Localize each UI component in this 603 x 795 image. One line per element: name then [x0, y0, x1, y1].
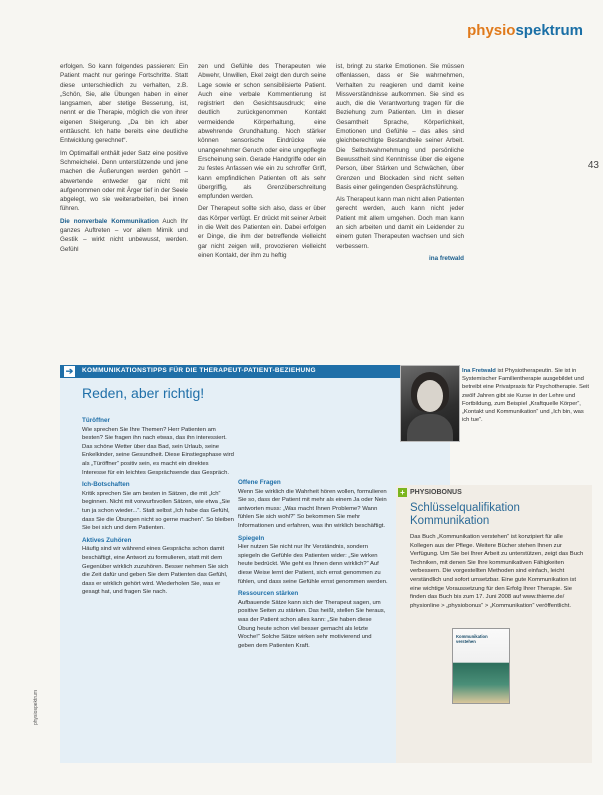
tips-column-right	[238, 475, 388, 652]
arrow-icon: ➔	[65, 366, 74, 376]
author-bio	[462, 367, 590, 424]
paragraph: Als Therapeut kann man nicht allen Patienten gerecht werden, auch kann nicht jeder Patient mit allem umgehen. Doch man kann an sich arbeiten und damit ein Leidender zu einem guten Therapeuten wachsen und sich verbessern.	[336, 196, 464, 250]
author-bio-text: ist Physiotherapeutin. Sie ist in Systemischer Familientherapie ausgebildet und betreibt eine Privatpraxis für Psychotherapie. Seit zwölf Jahren gibt sie Kurse in der Lehre und Fortbildung, zum Beispiel „Kraftquelle Körper“, „Kontakt und Kommunikation“ und „Ich bin, was ich tue“.	[462, 368, 589, 424]
tip-text: Aufbauende Sätze kann sich der Therapeut sagen, um positive Seiten zu stärken. Das heißt, stellen Sie heraus, was der Patient schon alles kann: „Sie haben diese Übung heute schon viel besser gemacht als letzte Woche!“ Solche Sätze wirken sehr motivierend und geben dem Patienten Kraft.	[238, 599, 386, 649]
tip-text: Wenn Sie wirklich die Wahrheit hören wollen, formulieren Sie so, dass der Patient mit mehr als einem Ja oder Nein antworten muss: „Was macht Ihnen Probleme? Wann fühlen Sie sich wohl?“ So bekommen Sie mehr Informationen und erfahren, was ihn wirklich beschäftigt.	[238, 488, 387, 529]
tips-header	[60, 365, 450, 378]
tip-heading: Spiegeln	[238, 534, 265, 542]
brand-part2: spektrum	[515, 22, 583, 39]
tips-column-left	[82, 413, 234, 599]
tips-subtitle: Reden, aber richtig!	[82, 385, 205, 401]
bonus-title: Schlüsselqualifikation Kommunikation	[410, 502, 520, 527]
book-title: Kommunikation verstehen	[456, 634, 488, 644]
subheading: Die nonverbale Kommunikation	[60, 217, 159, 225]
tip-heading: Türöffner	[82, 417, 110, 424]
paragraph: Der Therapeut sollte sich also, dass er über das Körper verfügt. Er drückt mit seiner Arbeit in die Welt des Patienten ein. Dabei erfolgen er Dinge, die ihm der betreffende vielleicht gar nicht zeigen will, provozieren vielleicht einen Kontakt, der ihm zu heftig	[198, 205, 326, 259]
tip-text: Häufig sind wir während eines Gesprächs schon damit beschäftigt, eine Antwort zu formulieren, statt mit dem Gegenüber wirklich zuzuhören. Besser nehmen Sie sich die Zeit dafür und geben Sie dem Patienten das Gefühl, dass er wirklich gehört wird. Wiederholen Sie, was er gesagt hat, und fragen Sie nach.	[82, 546, 229, 596]
bonus-tag-part2: BONUS	[436, 489, 462, 496]
author-photo	[400, 365, 460, 442]
tips-header-title: KOMMUNIKATIONSTIPPS FÜR DIE THERAPEUT-PATIENT-BEZIEHUNG	[82, 367, 316, 374]
tip-heading: Aktives Zuhören	[82, 536, 132, 544]
tips-box	[60, 365, 450, 763]
paragraph-text: Auch Ihr ganzes Auftreten – vor allem Mimik und Gestik – wirkt nicht unbewusst, werden. Gefühl	[60, 217, 189, 253]
physiobonus-box	[396, 485, 592, 763]
tip-text: Wie sprechen Sie Ihre Themen? Herr Patienten am besten? Sie fragen ihn nach etwas, das ihn interessiert. Das schöne Wetter über das Bad, sein Urlaub, seine Enkelkinder, seine Gesundheit. Diese Einstiegsphase wird als „Türöffner“ positiv sein, es macht ein direktes Interesse für ein leichtes Gesprächsende das Gespräch.	[82, 426, 234, 476]
tip-text: Kritik sprechen Sie am besten in Sätzen, die mit „Ich“ beginnen. Nicht mit vorwurfsvollen Sätzen, wie etwa „Sie tun ja schon wieder...“. Statt selbst „Ich habe das Gefühl, dass Sie die Übungen nicht so gerne machen“. So bleiben Sie bei sich und dem Patienten.	[82, 490, 234, 532]
brand-logo	[467, 22, 583, 39]
plus-icon: +	[398, 488, 407, 497]
side-note: physiospektrum	[33, 689, 39, 725]
author-signature: ina fretwald	[429, 254, 464, 262]
tip-heading: Ich-Botschaften	[82, 481, 130, 489]
paragraph: erfolgen. So kann folgendes passieren: Ein Patient macht nur geringe Fortschritte. Statt diese unterschiedlich zu verhalten, z.B. „Schön, Sie, alle Übungen haben in einer langsamen, aber stetige Besserung, ist, nennt er die Therapie, möglich die von ihrer eigenen Steigerung. „Da bin ich aber enttäuscht. Ich hatte bereits eine deutliche Entwicklung gerechnet“.	[60, 63, 188, 145]
author-name: Ina Fretwald	[462, 368, 496, 374]
paragraph	[60, 217, 188, 254]
text-column-1	[60, 62, 188, 257]
tip-heading: Ressourcen stärken	[238, 590, 299, 598]
bonus-tag	[410, 489, 462, 496]
book-cover-image	[452, 628, 510, 704]
bonus-tag-part1: PHYSIO	[410, 489, 437, 496]
paragraph: zen und Gefühle des Therapeuten wie Abwehr, Unwillen, Ekel zeigt den durch seine Lage sowie er schon sensibilisierte Patient. Auch eine verbale Kommentierung ist registriert den Gesichtsausdruck; eine deutlich zurückgenommen Kontakt vermeidende Körperhaltung, eine abwehrende Grundhaltung. Noch stärker können sensorische Eindrücke wie unangenehmer Geruch oder eine ungepflegte Erscheinung sein. Gerade Handgriffe oder ein zu festes Anfassen wie ein zu schroffer Griff, kann empfindlichen Patienten oft als sehr übergriffig, als Grenzüberschreitung empfunden werden.	[198, 63, 327, 201]
text-column-2	[198, 62, 326, 263]
text-column-3	[336, 62, 464, 263]
brand-part1: physio	[467, 22, 516, 39]
page-number: 43	[587, 160, 599, 171]
paragraph: ist, bringt zu starke Emotionen. Sie müssen offenlassen, dass er Sie wahrnehmen, Verhalten zu reagieren und damit keine Missverständnisse aufkommen. Sie sind es auch, die die Verantwortung tragen für die Beziehung zum Patienten. Um in dieser Gesamtheit Sprache, Körperlichkeit, Emotionen und Gefühle – das alles sind gleichberechtigte Bestandteile seiner Arbeit. Die Selbstwahrnehmung und persönliche Bewusstheit sind Kenntnisse über die eigene Person, über Stärken und Schwächen, über Grenzen und Blockaden sind nicht selten Basis einer gelingenden Gesprächsführung.	[336, 63, 464, 191]
paragraph: Im Optimalfall enthält jeder Satz eine positive Schmeichelei. Denn unterstützende und jene machen die Äußerungen werden gehört – abwertende entweder gar nicht mit aufgenommen oder mit Ärger tief in der Seele abgelegt, wo sie weiterarbeiten, bei innen führen.	[60, 149, 188, 213]
tip-heading: Offene Fragen	[238, 479, 281, 486]
tip-text: Hier nutzen Sie nicht nur Ihr Verständnis, sondern spiegeln die Gefühle des Patienten wider: „Sie wirken heute bedrückt. Wie geht es Ihnen denn wirklich?“ Auf diese Weise lernt der Patient, sich ernst genommen zu fühlen, und dass seine Gefühle ernst genommen werden.	[238, 544, 388, 585]
bonus-text: Das Buch „Kommunikation verstehen“ ist konzipiert für alle Kollegen aus der Pflege. Weitere Bücher stehen Ihnen zur Verfügung. Um Sie bei Ihrer Arbeit zu unterstützen, zeigt das Buch Techniken, mit denen Sie Ihre kommunikativen Fähigkeiten verbessern. Die vorgestellten Methoden sind einfach, leicht verständlich und sofort umsetzbar. Eine gute Kommunikation ist eine wichtige Voraussetzung für den Erfolg Ihrer Therapie. Sie finden das Buch bis zum 17. Juni 2008 auf www.thieme.de/ physionline > „physiobonus“ > „Kommunikation“ veröffentlicht.	[410, 534, 584, 609]
